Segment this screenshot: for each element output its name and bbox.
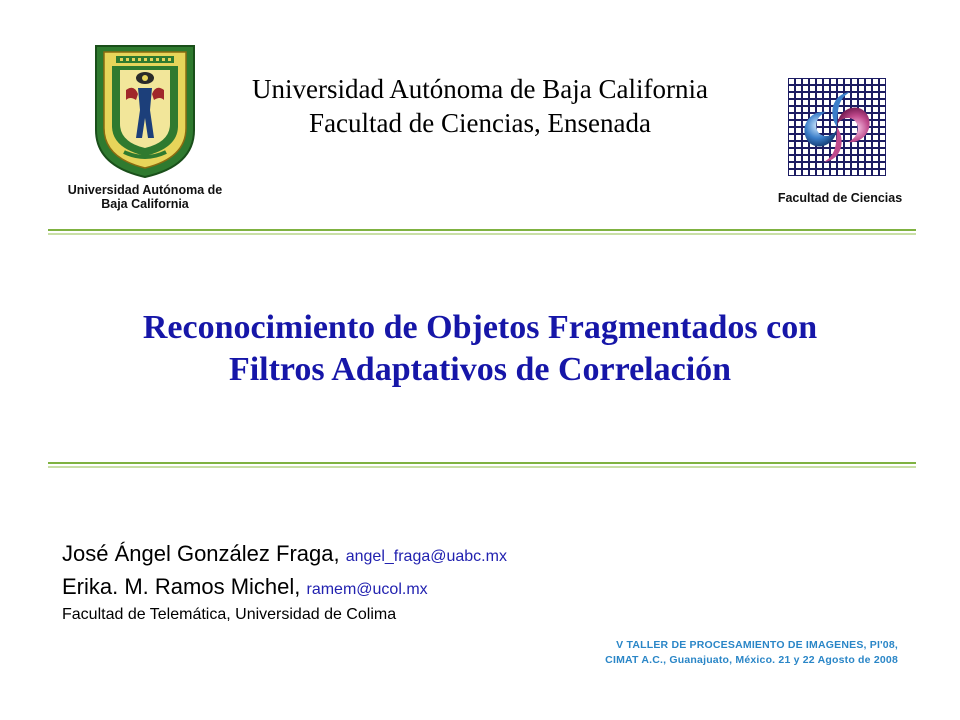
title-line-1: Reconocimiento de Objetos Fragmentados con [142,309,818,346]
university-name: Universidad Autónoma de Baja California [252,74,708,104]
event-line-2: CIMAT A.C., Guanajuato, México. 21 y 22 Agosto de 2008 [605,654,898,666]
author-1 [62,541,507,567]
uabc-logo-caption [40,183,250,211]
author-1-email[interactable]: angel_fraga@uabc.mx [345,548,507,565]
event-line-1: V TALLER DE PROCESAMIENTO DE IMAGENES, PI'08, [616,639,898,651]
presentation-title [40,307,920,391]
uabc-shield-icon [90,40,200,180]
author-1-name: José Ángel González Fraga, [62,541,346,566]
event-info [520,638,898,668]
author-2-email[interactable]: ramem@ucol.mx [306,581,428,598]
author-2-name: Erika. M. Ramos Michel, [62,574,307,599]
faculty-logo-caption: Facultad de Ciencias [777,191,903,205]
title-line-2: Filtros Adaptativos de Correlación [228,351,732,388]
top-divider [48,229,916,235]
uabc-caption-line2: Baja California [101,197,189,211]
author-2 [62,574,428,600]
uabc-logo [90,40,200,180]
author-affiliation: Facultad de Telemática, Universidad de Colima [62,606,397,623]
bottom-divider [48,462,916,468]
faculty-logo [788,78,886,176]
fc-spiral-grid-icon [788,78,886,176]
institution-header [200,72,760,140]
faculty-name: Facultad de Ciencias, Ensenada [309,108,651,138]
uabc-caption-line1: Universidad Autónoma de [67,183,223,197]
